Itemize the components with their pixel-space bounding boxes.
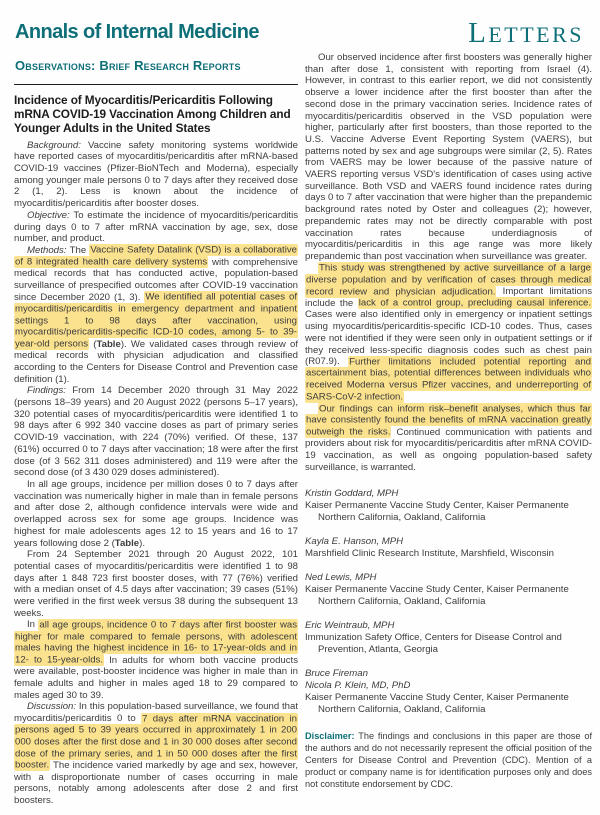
disclaimer-label: Disclaimer: (305, 731, 355, 742)
body-text: In this population-based surveillance, we found that myocarditis/pericarditis 0 to (14, 701, 298, 725)
body-text: In adults for whom both vaccine products were available, post-booster incidence was higher in male than in female adults and higher in males aged 18 to 29 compared to males aged 30 to 39. (14, 654, 299, 701)
right-column (305, 52, 592, 790)
author-name: Kayla E. Hanson, MPH (305, 536, 404, 548)
body-text: Our observed incidence after first boosters was generally higher than after dose 1, consistent with reporting from Israel (4). However, in contrast to this earlier report, we did not consistently observe a lower incidence after the first booster than after the second dose in the primary vaccination series. Incidence rates of myocarditis/pericarditis observed in the VSD population were higher, particularly after first boosters, than those reported to the U.S. Vaccine Adverse Event Reporting System (VAERS), but patterns noted by sex and age subgroups were similar (2, 5). Rates from VAERS may be lower because of the passive nature of VAERS reporting versus VSD's identification of cases using active surveillance. Both VSD and VAERS found incidence rates during days 0 to 7 after vaccination that were higher than the prepandemic background rates noted by Oster and colleagues (2); however, prepandemic rates may not be directly comparable with post vaccination rates because underdiagnosis of myocarditis/pericarditis in this age range was more likely prepandemic than post vaccination when surveillance was greater. (305, 52, 592, 262)
right-column-paragraph (305, 52, 592, 263)
left-column-text (14, 140, 298, 807)
author-affiliation: Kaiser Permanente Vaccine Study Center, Kaiser Permanente Northern California, Oakland, California (305, 584, 569, 608)
body-text: Objective: (27, 209, 74, 221)
left-column-paragraph (14, 479, 298, 549)
author-block (305, 488, 592, 524)
author-name: Eric Weintraub, MPH (305, 620, 395, 632)
body-text: Continued communication with patients and providers about risk for myocarditis/pericarditis after mRNA COVID-19 vaccination, as well as ongoing population-based safety surveillance, is warranted. (305, 426, 592, 473)
highlighted-text: all age groups, incidence 0 to 7 days after first booster was higher for male compared to female persons, with adolescent males having the highest incidence in 16- to 17-year-olds and in 12- to 15-year-olds. (15, 619, 298, 666)
article-title: Incidence of Myocarditis/Pericarditis Following mRNA COVID-19 Vaccination Among Children and Younger Adults in the United States (14, 93, 291, 136)
body-text: Discussion: (27, 701, 79, 713)
body-text: ). (139, 537, 146, 549)
body-text: From 14 December 2020 through 31 May 2022 (persons 18–39 years) and 20 August 2022 (persons 5–17 years), 320 potential cases of myocarditis/pericarditis were identified 1 to 98 days after 6 992 340 vaccine doses as part of primary series COVID-19 vaccination, with 224 (70%) verified. Of these, 137 (61%) occurred 0 to 7 days after vaccination; 18 were after the first dose (of 3 562 311 doses administered) and 119 were after the second dose (of 3 430 029 doses administered). (14, 385, 299, 479)
title-rule (14, 84, 298, 85)
body-text: Table (96, 338, 121, 350)
author-affiliation: Immunization Safety Office, Centers for Disease Control and Prevention, Atlanta, Georgia (305, 632, 562, 656)
left-column (14, 84, 298, 807)
left-column-paragraph (14, 210, 298, 245)
body-text: Findings: (27, 385, 73, 397)
left-column-paragraph (14, 619, 298, 701)
left-column-paragraph (14, 385, 298, 479)
highlighted-text: lack of a control group, precluding causal inference. (358, 297, 591, 309)
body-text: Important limitations include the (305, 286, 593, 309)
body-text: Cases were also identified only in emergency or inpatient settings using myocarditis/pericarditis-specific ICD-10 codes. Thus, cases were not identified if they were seen only in outpatient settings or if they received less-specific diagnosis codes such as chest pain (R07.9). (305, 309, 592, 368)
body-text: In all age groups, incidence per million doses 0 to 7 days after vaccination was numerically higher in male than in female persons and after dose 2, although confidence intervals were wide and overlapped across sex for some age groups. Incidence was highest for male adolescents ages 12 to 15 years and 16 to 17 years following dose 2 ( (14, 479, 298, 549)
page-type-heading: LETTERS (468, 17, 584, 49)
body-text: ( (89, 338, 97, 350)
author-name: Bruce Fireman (305, 668, 368, 680)
left-column-paragraph (14, 701, 298, 806)
author-name: Nicola P. Klein, MD, PhD (305, 680, 411, 692)
body-text: Methods: (27, 244, 70, 256)
body-text: To estimate the incidence of myocarditis/pericarditis during days 0 to 7 after mRNA vaccination by age, sex, dose number, and product. (14, 209, 299, 245)
highlighted-text: This study was strengthened by active surveillance of a large diverse population and by verification of cases through medical record review and physician adjudication. (306, 262, 591, 298)
left-column-paragraph (14, 549, 298, 619)
body-text: Vaccine safety monitoring systems worldwide have reported cases of myocarditis/pericarditis after mRNA-based COVID-19 vaccines (Pfizer-BioNTech and Moderna), especially among younger male persons 0 to 7 days after they received dose 2 (1, 2). Less is known about the incidence of myocarditis/pericarditis after booster doses. (14, 139, 298, 210)
highlighted-text: Our findings can inform risk–benefit analyses, which thus far have consistently found the benefits of mRNA vaccination greatly outweigh the risks. (306, 403, 591, 438)
author-block (305, 668, 592, 716)
highlighted-text: Further limitations included potential reporting and ascertainment bias, potential differences between individuals who received Moderna versus Pfizer vaccines, and underreporting of SARS-CoV-2 infection. (306, 356, 591, 403)
right-column-text (305, 52, 592, 473)
section-heading: Observations: Brief Research Reports (15, 58, 241, 73)
author-affiliation: Kaiser Permanente Vaccine Study Center, Kaiser Permanente Northern California, Oakland, California (305, 692, 569, 716)
body-text: In (27, 619, 39, 631)
author-block (305, 620, 592, 656)
body-text: Background: (27, 139, 88, 151)
body-text: From 24 September 2021 through 20 August 2022, 101 potential cases of myocarditis/pericarditis were identified 1 to 98 days after 1 848 723 first booster doses, with 77 (76%) verified with a median onset of 4.5 days after vaccination; 39 cases (51%) were verified in the first week versus 38 during the subsequent 13 weeks. (14, 549, 298, 619)
body-text: The incidence varied markedly by age and sex, however, with a disproportionate number of cases occurring in male persons, notably among adolescents after dose 2 and first boosters. (14, 759, 298, 806)
body-text: The (69, 244, 90, 256)
body-text: Table (114, 537, 140, 549)
body-text: with comprehensive medical records that has conducted active, population-based surveillance of prespecified outcomes after COVID-19 vaccination since December 2020 (1, 3). (14, 256, 298, 303)
right-column-paragraph (305, 263, 592, 403)
left-column-paragraph (14, 140, 298, 210)
highlighted-text: Vaccine Safety Datalink (VSD) is a collaborative of 8 integrated health care delivery systems (15, 244, 297, 268)
left-column-paragraph (14, 245, 298, 385)
author-affiliation: Kaiser Permanente Vaccine Study Center, Kaiser Permanente Northern California, Oakland, California (305, 500, 569, 524)
author-block (305, 572, 592, 608)
author-list (305, 488, 592, 716)
highlighted-text: We identified all potential cases of myocarditis/pericarditis in emergency department and inpatient settings 1 to 98 days after vaccination, using myocarditis/pericarditis-specific ICD-10 codes, among 5- to 39-year-old persons (15, 291, 297, 350)
disclaimer-text: The findings and conclusions in this paper are those of the authors and do not necessarily represent the official position of the Centers for Disease Control and Prevention (CDC). Mention of a product or company name is for identification purposes only and does not constitute endorsement by CDC. (305, 731, 593, 790)
author-name: Kristin Goddard, MPH (305, 488, 399, 500)
author-name: Ned Lewis, MPH (305, 572, 377, 584)
journal-masthead: Annals of Internal Medicine (15, 21, 259, 43)
disclaimer (305, 730, 592, 790)
highlighted-text: 7 days after mRNA vaccination in persons aged 5 to 39 years occurred in approximately 1 in 200 000 doses after the first dose and 1 in 30 000 doses after second dose of the primary series, and 1 in 50 000 doses after the first booster. (15, 713, 297, 771)
author-affiliation: Marshfield Clinic Research Institute, Marshfield, Wisconsin (305, 548, 554, 560)
body-text: ). We validated cases through review of medical records with physician adjudication and classified according to the Centers for Disease Control and Prevention case definition (1). (14, 338, 298, 385)
author-block (305, 536, 592, 560)
right-column-paragraph (305, 403, 592, 473)
